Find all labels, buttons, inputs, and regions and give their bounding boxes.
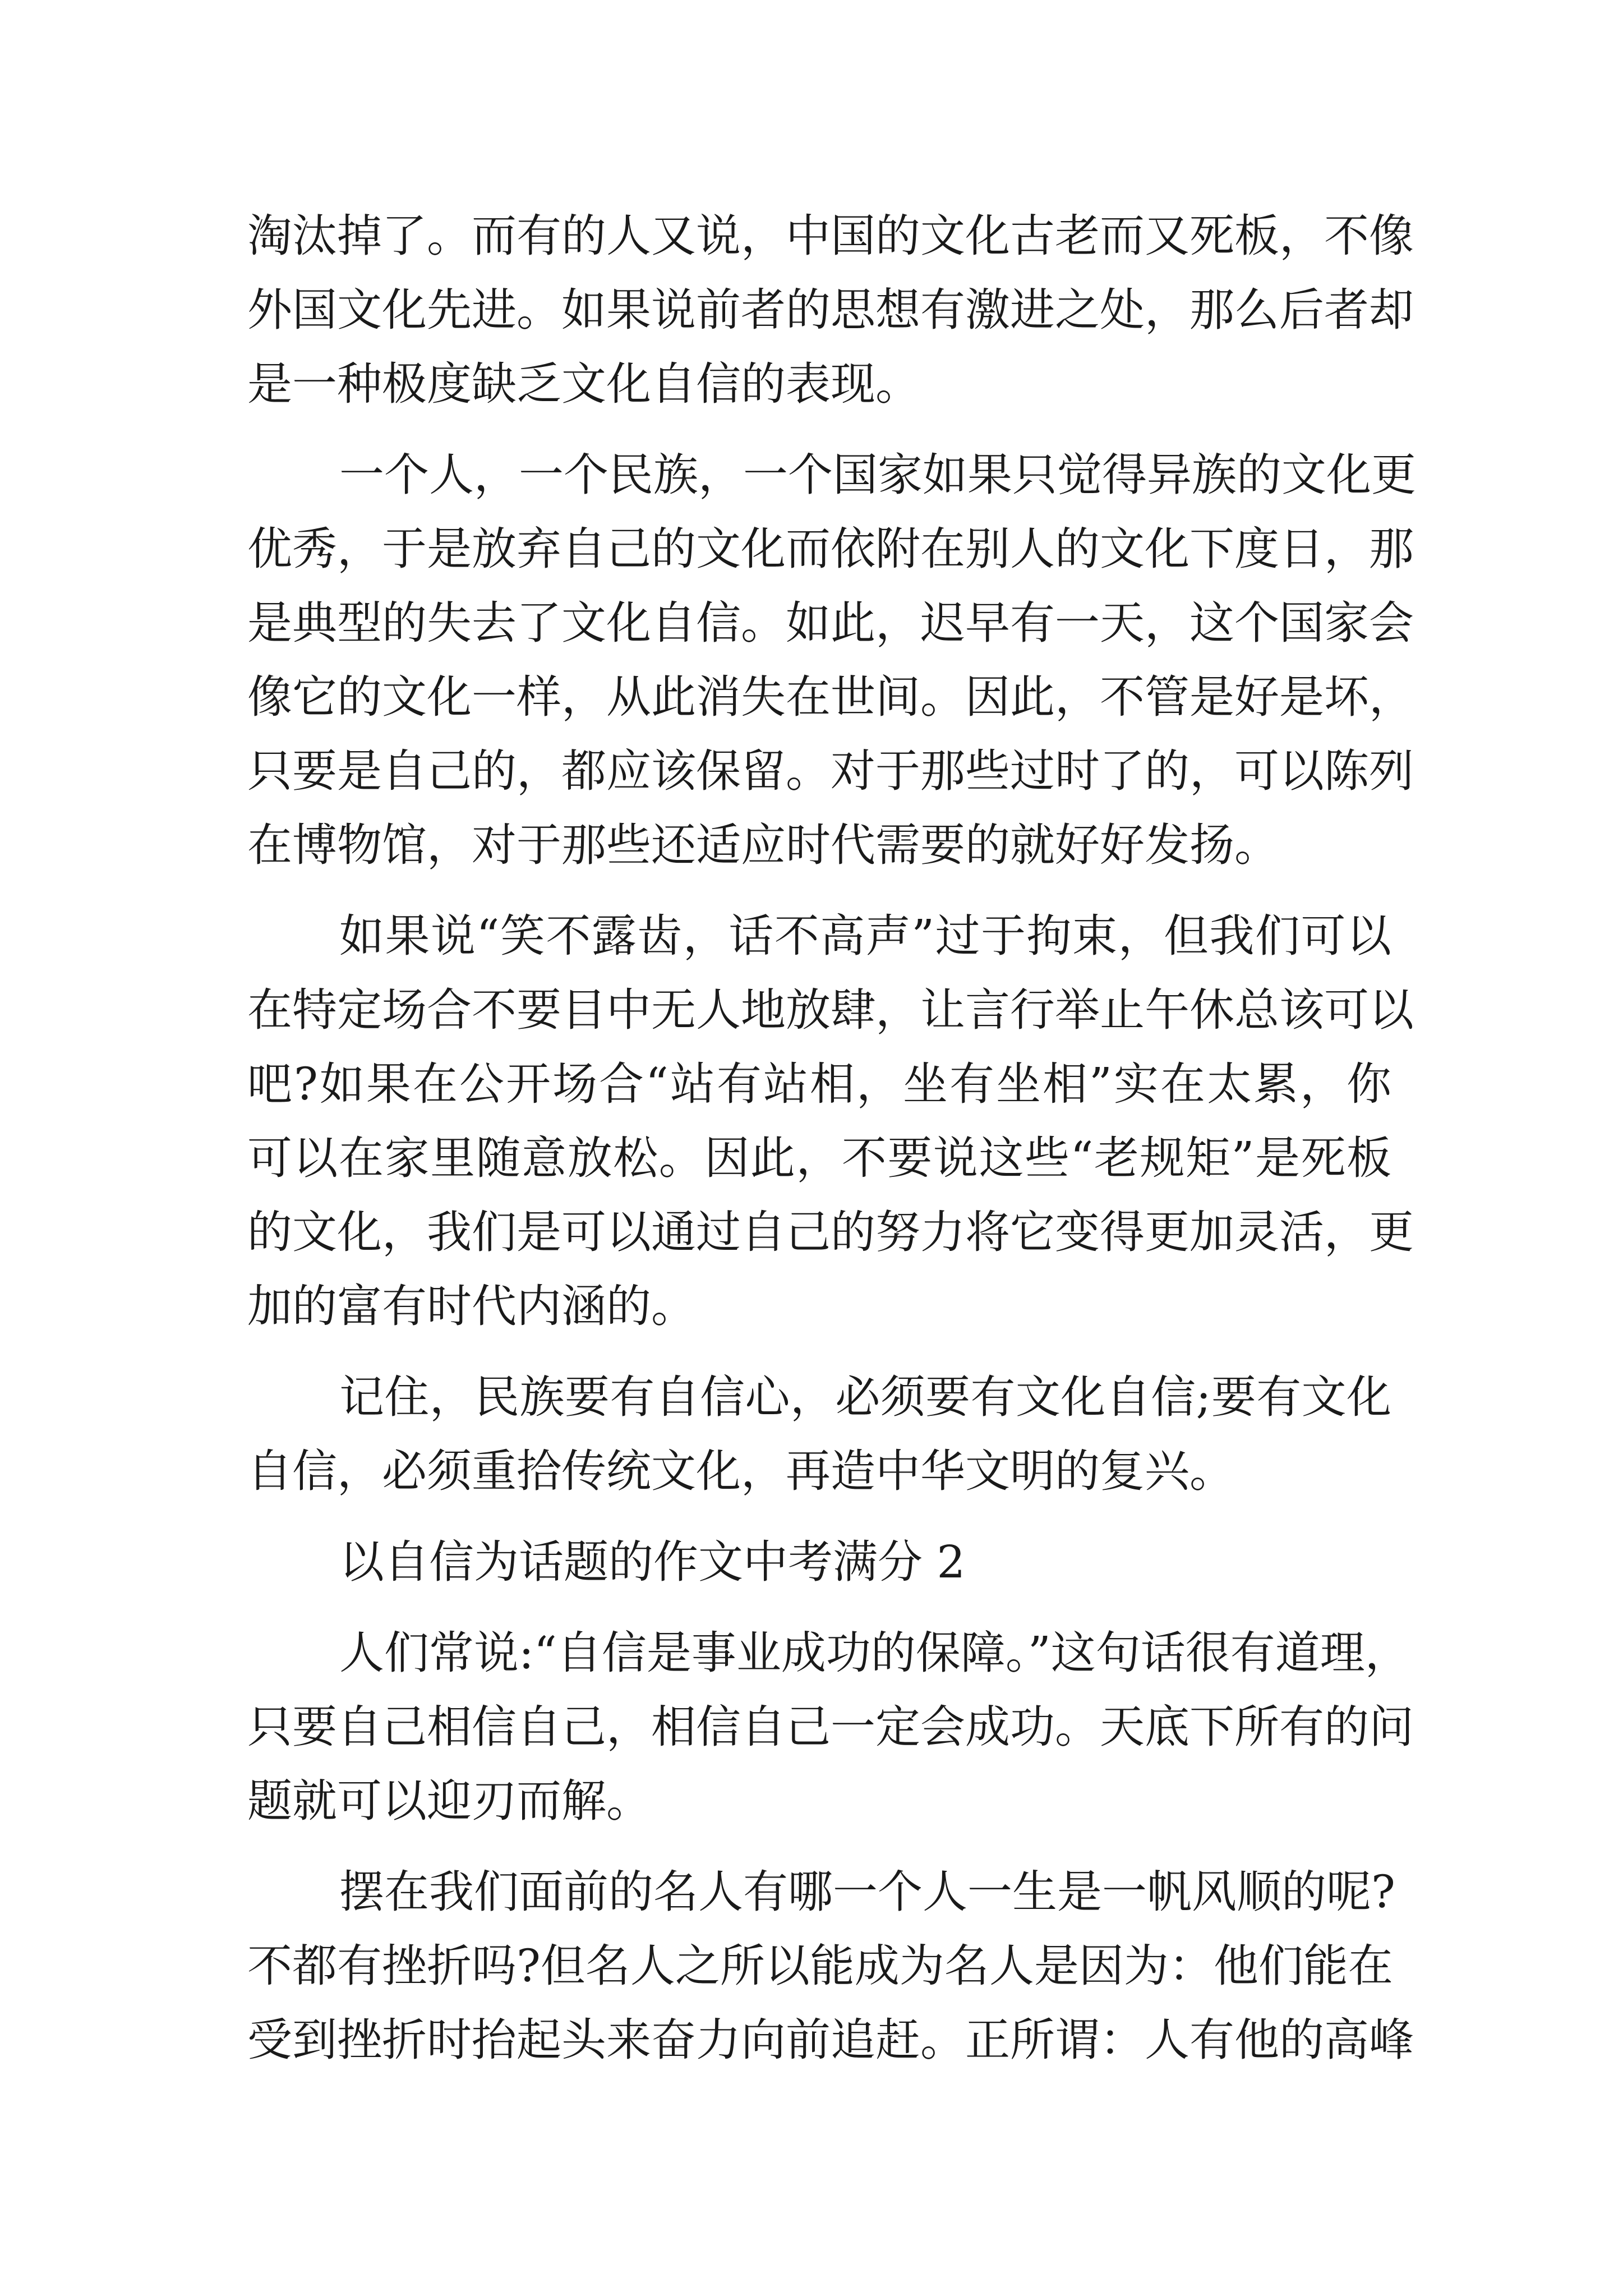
text-line: 一个人，一个民族，一个国家如果只觉得异族的文化更 xyxy=(339,449,1416,501)
text-line: 自信，必须重拾传统文化，再造中华文明的复兴。 xyxy=(247,1445,1234,1497)
text-line: 不都有挫折吗?但名人之所以能成为名人是因为：他们能在 xyxy=(247,1940,1393,1992)
paragraph-spacer xyxy=(247,1599,1391,1616)
text-line: 是典型的失去了文化自信。如此，迟早有一天，这个国家会 xyxy=(247,597,1414,649)
paragraph xyxy=(247,199,1414,421)
paragraph-spacer xyxy=(247,1508,1391,1525)
text-line: 的文化，我们是可以通过自己的努力将它变得更加灵活，更 xyxy=(247,1206,1414,1258)
text-line: 只要自己相信自己，相信自己一定会成功。天底下所有的问 xyxy=(247,1701,1414,1753)
heading-line: 以自信为话题的作文中考满分 2 xyxy=(339,1536,966,1588)
text-line: 可以在家里随意放松。因此，不要说这些“老规矩”是死板 xyxy=(247,1132,1391,1184)
text-line: 记住，民族要有自信心，必须要有文化自信;要有文化 xyxy=(339,1371,1391,1423)
text-line: 如果说“笑不露齿，话不高声”过于拘束，但我们可以 xyxy=(339,910,1391,962)
text-line: 像它的文化一样，从此消失在世间。因此，不管是好是坏， xyxy=(247,671,1414,723)
text-line: 吧?如果在公开场合“站有站相，坐有坐相”实在太累，你 xyxy=(247,1058,1391,1110)
paragraph xyxy=(247,438,1416,882)
paragraph xyxy=(247,1855,1414,2077)
text-line: 加的富有时代内涵的。 xyxy=(247,1280,696,1332)
paragraph-spacer xyxy=(247,882,1391,899)
text-line: 受到挫折时抬起头来奋力向前追赶。正所谓：人有他的高峰 xyxy=(247,2014,1414,2066)
text-line: 外国文化先进。如果说前者的思想有激进之处，那么后者却 xyxy=(247,284,1414,336)
text-line: 在特定场合不要目中无人地放肆，让言行举止午休总该可以 xyxy=(247,984,1414,1036)
text-line: 在博物馆，对于那些还适应时代需要的就好好发扬。 xyxy=(247,819,1279,871)
paragraph xyxy=(247,1360,1391,1508)
text-line: 优秀，于是放弃自己的文化而依附在别人的文化下度日，那 xyxy=(247,523,1414,575)
paragraph-spacer xyxy=(247,1343,1391,1360)
paragraph xyxy=(247,1616,1414,1838)
section-heading xyxy=(247,1525,1391,1599)
document-body xyxy=(247,199,1416,2077)
paragraph-spacer xyxy=(247,421,1391,438)
text-line: 题就可以迎刃而解。 xyxy=(247,1775,651,1827)
paragraph xyxy=(247,899,1414,1343)
text-line: 淘汰掉了。而有的人又说，中国的文化古老而又死板，不像 xyxy=(247,210,1414,262)
text-line: 只要是自己的，都应该保留。对于那些过时了的，可以陈列 xyxy=(247,745,1414,797)
text-line: 是一种极度缺乏文化自信的表现。 xyxy=(247,358,920,410)
text-line: 摆在我们面前的名人有哪一个人一生是一帆风顺的呢? xyxy=(339,1866,1395,1918)
text-line: 人们常说:“自信是事业成功的保障。”这句话很有道理， xyxy=(339,1627,1410,1679)
paragraph-spacer xyxy=(247,1838,1391,1855)
